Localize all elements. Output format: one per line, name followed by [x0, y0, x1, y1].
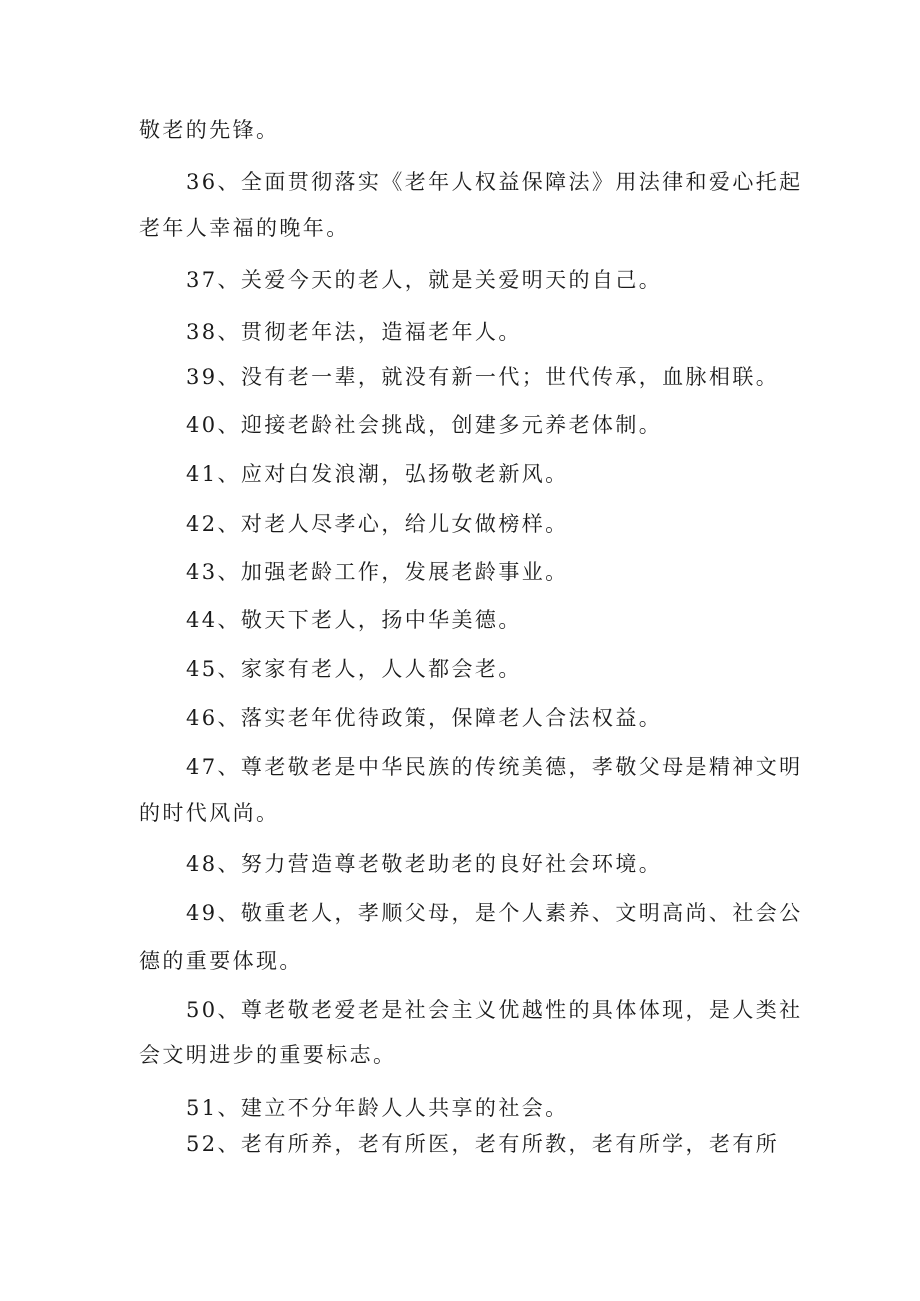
slogan-45: 45、家家有老人，人人都会老。 [186, 657, 522, 681]
slogan-42: 42、对老人尽孝心，给儿女做榜样。 [186, 512, 569, 536]
slogan-49: 49、敬重老人，孝顺父母，是个人素养、文明高尚、社会公 [186, 901, 803, 925]
slogan-43: 43、加强老龄工作，发展老龄事业。 [186, 560, 569, 584]
slogan-50: 50、尊老敬老爱老是社会主义优越性的具体体现，是人类社 [186, 998, 803, 1022]
slogan-38: 38、贯彻老年法，造福老年人。 [186, 320, 522, 344]
slogan-52: 52、老有所养，老有所医，老有所教，老有所学，老有所 [186, 1132, 780, 1156]
text-line: 德的重要体现。 [139, 949, 303, 973]
slogan-36: 36、全面贯彻落实《老年人权益保障法》用法律和爱心托起 [186, 170, 803, 194]
slogan-39: 39、没有老一辈，就没有新一代；世代传承，血脉相联。 [186, 365, 780, 389]
slogan-44: 44、敬天下老人，扬中华美德。 [186, 608, 522, 632]
slogan-51: 51、建立不分年龄人人共享的社会。 [186, 1096, 569, 1120]
text-line: 会文明进步的重要标志。 [139, 1043, 397, 1067]
text-line: 敬老的先锋。 [139, 118, 280, 142]
slogan-40: 40、迎接老龄社会挑战，创建多元养老体制。 [186, 413, 663, 437]
slogan-48: 48、努力营造尊老敬老助老的良好社会环境。 [186, 852, 663, 876]
text-line: 老年人幸福的晚年。 [139, 216, 350, 240]
slogan-47: 47、尊老敬老是中华民族的传统美德，孝敬父母是精神文明 [186, 755, 803, 779]
slogan-41: 41、应对白发浪潮，弘扬敬老新风。 [186, 462, 569, 486]
text-line: 的时代风尚。 [139, 801, 280, 825]
slogan-46: 46、落实老年优待政策，保障老人合法权益。 [186, 706, 663, 730]
slogan-37: 37、关爱今天的老人，就是关爱明天的自己。 [186, 268, 663, 292]
